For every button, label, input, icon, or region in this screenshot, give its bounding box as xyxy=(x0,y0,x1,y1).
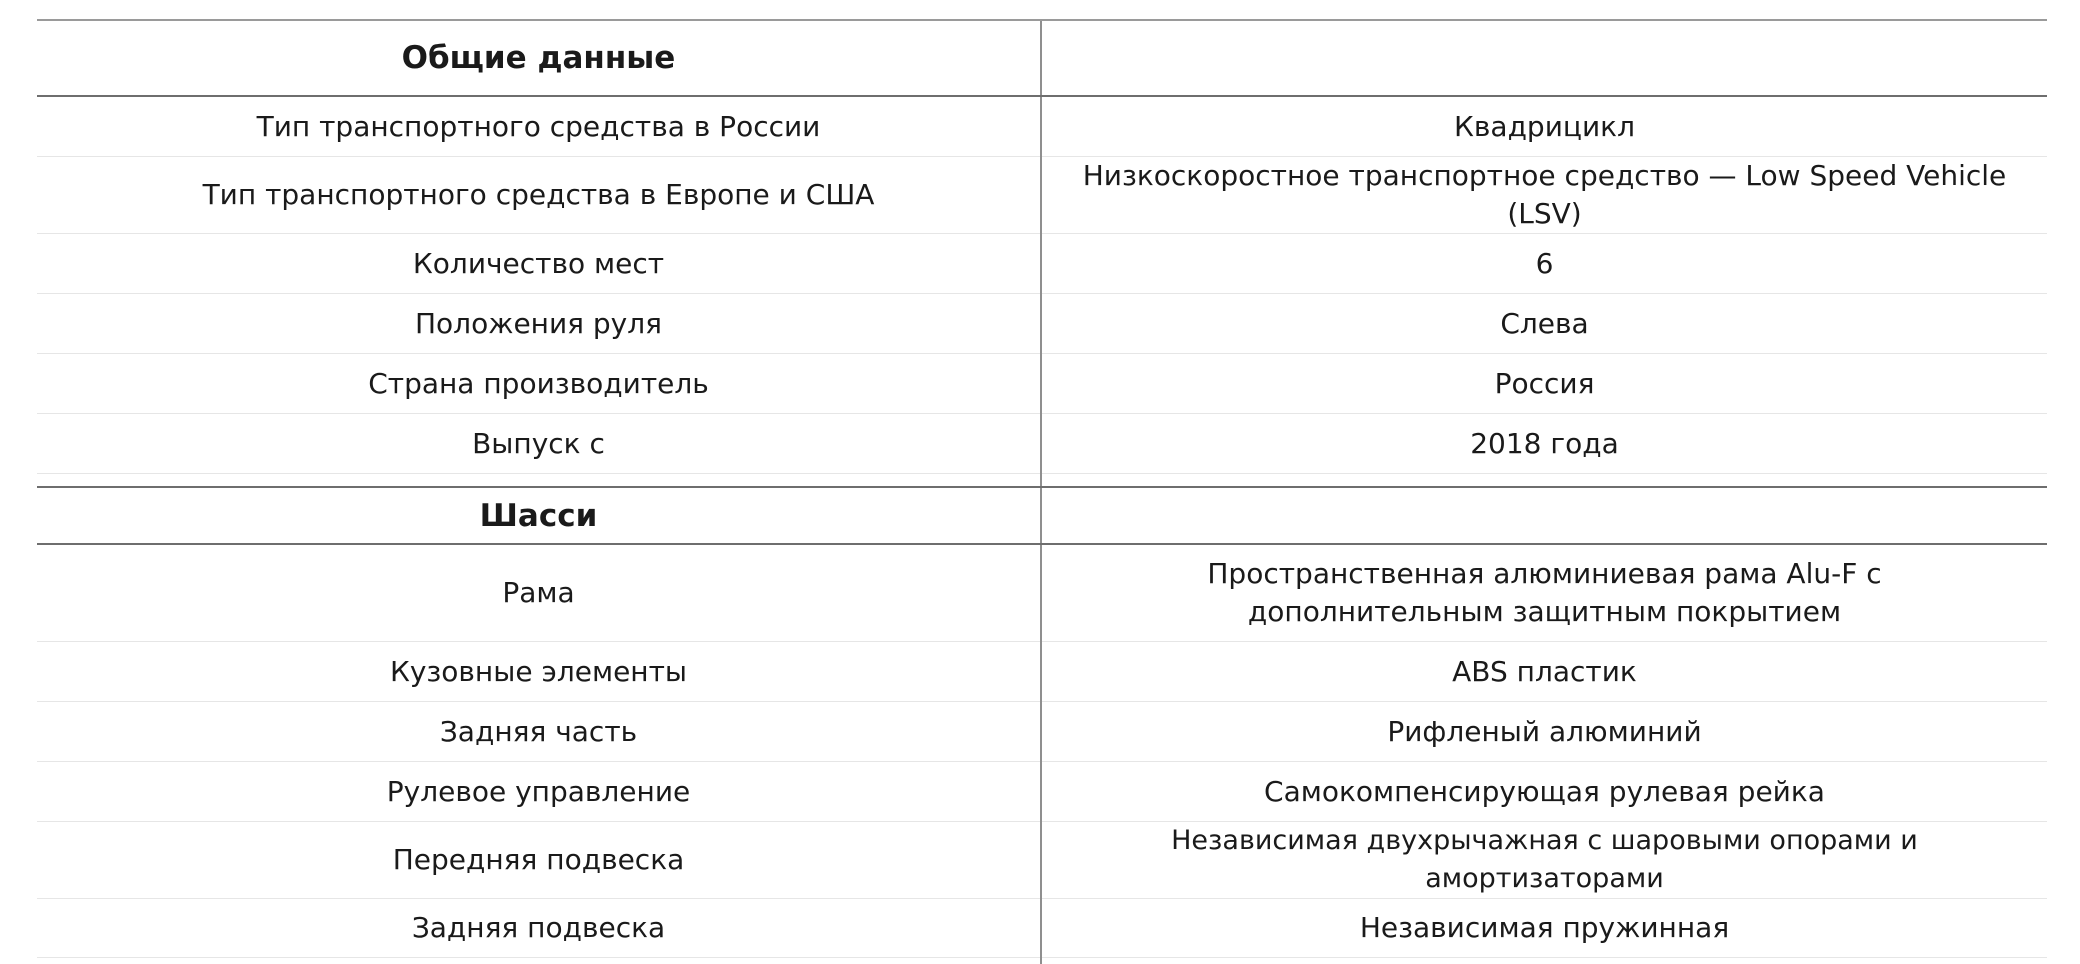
section-header-general xyxy=(37,21,2047,96)
section-header-chassis xyxy=(37,487,2047,544)
specifications-table xyxy=(37,21,2047,964)
section-title: Общие данные xyxy=(37,21,1041,96)
specifications-table-container xyxy=(37,19,2047,964)
spec-value: Независимая пружинная xyxy=(1041,899,2047,958)
spec-value: Самокомпенсирующая рулевая рейка xyxy=(1041,762,2047,822)
table-row xyxy=(37,96,2047,157)
table-row xyxy=(37,642,2047,702)
spec-value: Низкоскоростное транспортное средство — Low Speed Vehicle (LSV) xyxy=(1041,157,2047,234)
spec-label: Рулевое управление xyxy=(37,762,1041,822)
spec-label: Кузовные элементы xyxy=(37,642,1041,702)
section-header-empty-cell xyxy=(1041,487,2047,544)
spec-value: Квадрицикл xyxy=(1041,96,2047,157)
spec-value: Независимая двухрычажная с шаровыми опорами и амортизаторами xyxy=(1041,822,2047,899)
table-row xyxy=(37,822,2047,899)
spec-value: Рифленый алюминий xyxy=(1041,702,2047,762)
spec-value: ABS пластик xyxy=(1041,642,2047,702)
spec-value: Пространственная алюминиевая рама Alu-F с дополнительным защитным покрытием xyxy=(1041,544,2047,642)
spec-label: Задняя подвеска xyxy=(37,899,1041,958)
table-tail xyxy=(37,958,2047,964)
spec-label: Страна производитель xyxy=(37,354,1041,414)
table-row xyxy=(37,354,2047,414)
table-row xyxy=(37,762,2047,822)
table-row xyxy=(37,702,2047,762)
spec-label: Количество мест xyxy=(37,234,1041,294)
spec-label: Выпуск с xyxy=(37,414,1041,474)
table-row xyxy=(37,414,2047,474)
section-title: Шасси xyxy=(37,487,1041,544)
table-row xyxy=(37,544,2047,642)
spec-value: Слева xyxy=(1041,294,2047,354)
spec-label: Задняя часть xyxy=(37,702,1041,762)
spec-label: Тип транспортного средства в России xyxy=(37,96,1041,157)
table-row xyxy=(37,899,2047,958)
table-row xyxy=(37,294,2047,354)
spec-label: Положения руля xyxy=(37,294,1041,354)
spec-label: Передняя подвеска xyxy=(37,822,1041,899)
spec-label: Рама xyxy=(37,544,1041,642)
table-row xyxy=(37,157,2047,234)
section-spacer xyxy=(37,474,2047,488)
section-header-empty-cell xyxy=(1041,21,2047,96)
spec-value: 6 xyxy=(1041,234,2047,294)
spec-value: Россия xyxy=(1041,354,2047,414)
table-row xyxy=(37,234,2047,294)
spec-value: 2018 года xyxy=(1041,414,2047,474)
spec-label: Тип транспортного средства в Европе и США xyxy=(37,157,1041,234)
